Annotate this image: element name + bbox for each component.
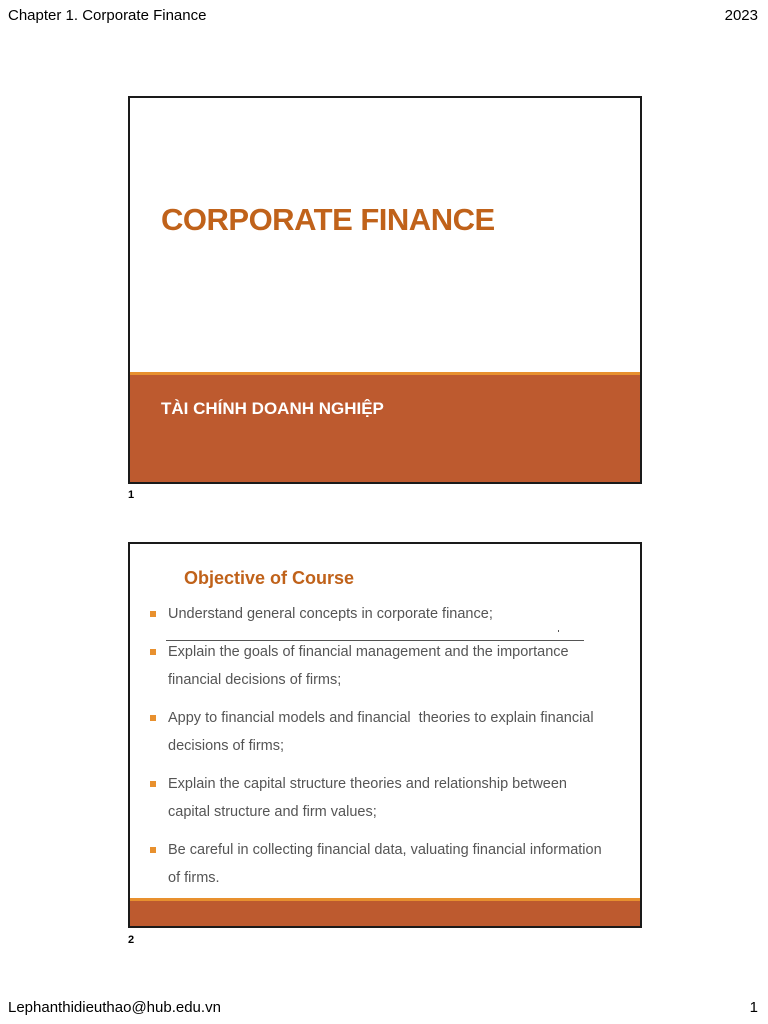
- slide-2-number: 2: [128, 934, 135, 946]
- bullet-square-icon: [150, 649, 156, 655]
- slide-1-subtitle: TÀI CHÍNH DOANH NGHIỆP: [161, 399, 384, 418]
- underline-rule: [166, 640, 584, 641]
- slide-1-band: [130, 375, 640, 482]
- slide-2-title: Objective of Course: [184, 568, 355, 588]
- bullet-square-icon: [150, 715, 156, 721]
- footer-email: Lephanthidieuthao@hub.edu.vn: [8, 999, 221, 1016]
- slide-1: [128, 96, 642, 484]
- bullet-square-icon: [150, 611, 156, 617]
- slide-2: [128, 542, 642, 928]
- bullet-square-icon: [150, 781, 156, 787]
- stray-mark: [558, 630, 559, 632]
- slide-2-band: [130, 901, 640, 926]
- objective-item: [144, 770, 642, 826]
- header-year: 2023: [724, 7, 758, 24]
- slide-1-number: 1: [128, 489, 135, 501]
- objective-text: Explain the capital structure theories and relationship between capital structure and firm values;: [168, 776, 567, 820]
- objective-item: [144, 600, 642, 628]
- objective-item: [144, 704, 642, 760]
- header-chapter: Chapter 1. Corporate Finance: [8, 7, 207, 24]
- objective-item: [144, 638, 642, 694]
- objective-text: Be careful in collecting financial data, valuating financial information of firms.: [168, 842, 602, 886]
- objective-text: Appy to financial models and financial theories to explain financial decisions of firms;: [168, 710, 594, 754]
- objective-item: [144, 836, 642, 892]
- objective-text: Explain the goals of financial management and the importance financial decisions of firms;: [168, 644, 569, 688]
- bullet-square-icon: [150, 847, 156, 853]
- footer-page-number: 1: [749, 999, 758, 1016]
- objective-list: [144, 600, 642, 902]
- slide-1-title: CORPORATE FINANCE: [161, 202, 495, 237]
- objective-text: Understand general concepts in corporate finance;: [168, 606, 493, 622]
